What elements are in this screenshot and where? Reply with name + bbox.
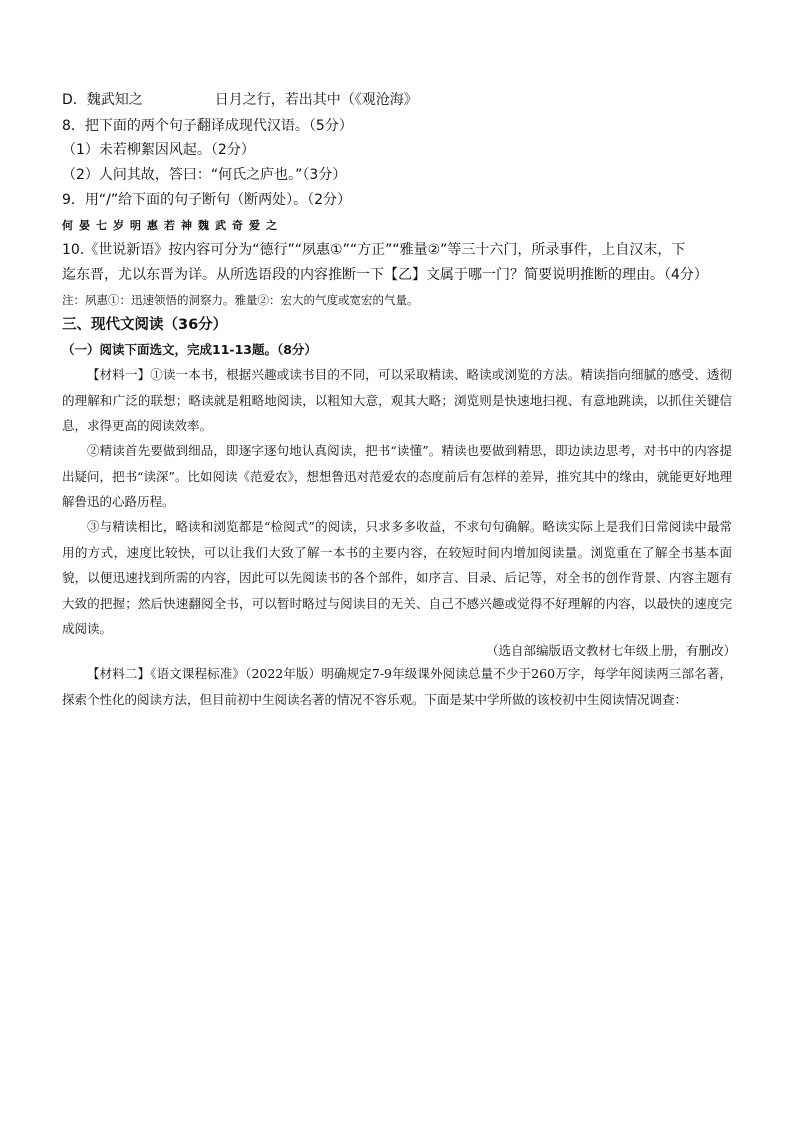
- q7-option-d: [62, 91, 418, 109]
- material-2-paragraph-1: 【材料二】《语文课程标准》（2022年版）明确规定7-9年级课外阅读总量不少于260万字，每学年阅读两三部名著，探索个性化的阅读方法，但目前初中生阅读名著的情况不容乐观。下面是某中学所做的该校初中生阅读情况调查：: [62, 666, 732, 707]
- section-3-title: 三、现代文阅读（36分）: [62, 317, 228, 333]
- q8-sentence-1: （1）未若柳絮因风起。（2分）: [62, 142, 255, 158]
- option-d-label: D．魏武知之: [62, 92, 143, 108]
- material-1-paragraph-1: 【材料一】①读一本书，根据兴趣或读书目的不同，可以采取精读、略读或浏览的方法。精读指向细腻的感受、透彻的理解和广泛的联想；略读就是粗略地阅读，以粗知大意，观其大略；浏览则是快速地扫视、有意地跳读，以抓住关键信息，求得更高的阅读效率。: [62, 367, 732, 433]
- q10-note: 注：夙惠①：迅速领悟的洞察力。雅量②：宏大的气度或宽宏的气量。: [62, 293, 419, 307]
- material-1-source: （选自部编版语文教材七年级上册，有删改）: [485, 643, 736, 658]
- q8-title: 8．把下面的两个句子翻译成现代汉语。（5分）: [62, 118, 353, 134]
- q9-title: 9．用“/”给下面的句子断句（断两处）。（2分）: [62, 192, 352, 208]
- q9-sentence: 何晏七岁明惠若神魏武奇爱之: [62, 219, 283, 232]
- material-1-paragraph-2: ②精读首先要做到细品，即逐字逐句地认真阅读，把书“读懂”。精读也要做到精思，即边读边思考，对书中的内容提出疑问，把书“读深”。比如阅读《范爱农》，想想鲁迅对范爱农的态度前后有怎样的差异，推究其中的缘由，就能更好地理解鲁迅的心路历程。: [62, 443, 732, 509]
- q8-sentence-2: （2）人问其故，答曰：“何氏之庐也。”（3分）: [62, 167, 347, 183]
- q10-line-2: 迄东晋，尤以东晋为详。从所选语段的内容推断一下【乙】文属于哪一门？简要说明推断的理由。（4分）: [62, 267, 708, 283]
- material-1-paragraph-3: ③与精读相比，略读和浏览都是“检阅式”的阅读，只求多多收益，不求句句确解。略读实际上是我们日常阅读中最常用的方式，速度比较快，可以让我们大致了解一本书的主要内容，在较短时间内增加阅读量。浏览重在了解全书基本面貌，以便迅速找到所需的内容，因此可以先阅读书的各个部件，如序言、目录、后记等，对全书的创作背景、内容主题有大致的把握；然后快速翻阅全书，可以暂时略过与阅读目的无关、自己不感兴趣或觉得不好理解的内容，以最快的速度完成阅读。: [62, 519, 732, 636]
- section-3-subtitle: （一）阅读下面选文，完成11-13题。（8分）: [62, 342, 317, 357]
- q10-line-1: 10.《世说新语》按内容可分为“德行”“夙惠①”“方正”“雅量②”等三十六门，所录事件，上自汉末，下: [62, 242, 686, 258]
- option-d-quote: 日月之行，若出其中（《观沧海》: [214, 92, 418, 108]
